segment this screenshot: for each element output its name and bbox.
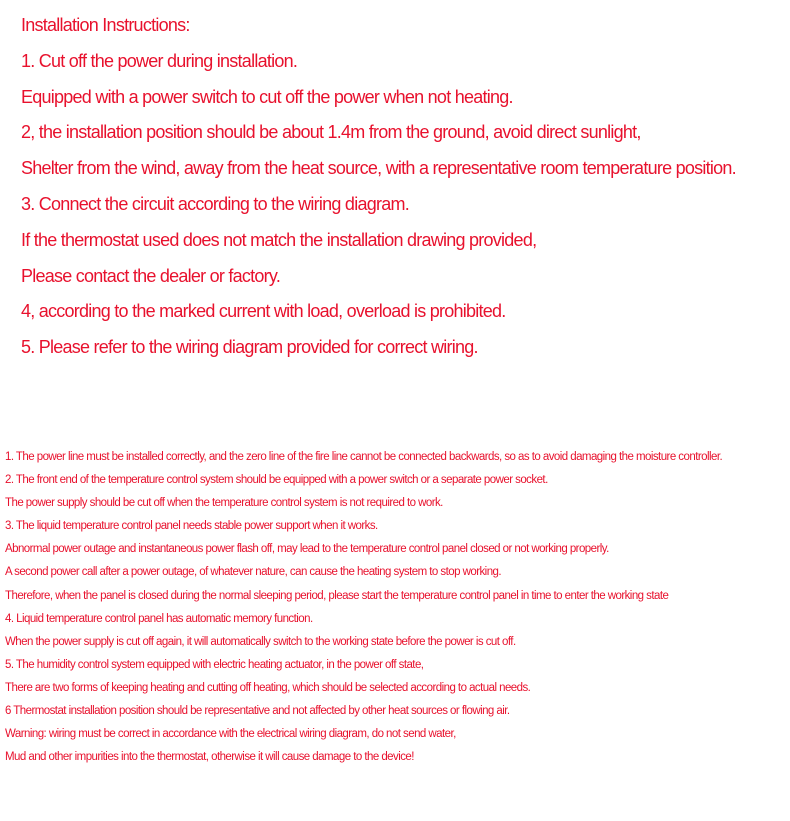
note-line: The power supply should be cut off when the temperature control system is not required to work. — [5, 497, 443, 510]
note-line: A second power call after a power outage, of whatever nature, can cause the heating system to stop working. — [5, 566, 502, 579]
installation-step-2-detail: Shelter from the wind, away from the heat source, with a representative room temperature position. — [21, 158, 736, 179]
installation-step-3-detail-a: If the thermostat used does not match the installation drawing provided, — [21, 229, 537, 250]
installation-step-3-detail-b: Please contact the dealer or factory. — [21, 265, 281, 286]
warning-line: Warning: wiring must be correct in accordance with the electrical wiring diagram, do not send water, — [5, 728, 456, 741]
note-line: There are two forms of keeping heating and cutting off heating, which should be selected according to actual needs. — [5, 681, 531, 694]
installation-step-3: 3. Connect the circuit according to the wiring diagram. — [21, 193, 409, 214]
note-line: 4. Liquid temperature control panel has automatic memory function. — [5, 612, 313, 625]
note-line: 1. The power line must be installed correctly, and the zero line of the fire line cannot be connected backwards, so as to avoid damaging the moisture controller. — [5, 451, 723, 463]
warning-line: Mud and other impurities into the thermostat, otherwise it will cause damage to the device! — [5, 751, 414, 764]
installation-step-1: 1. Cut off the power during installation. — [21, 50, 298, 71]
installation-step-2: 2, the installation position should be about 1.4m from the ground, avoid direct sunlight, — [21, 122, 641, 143]
installation-instructions — [21, 0, 786, 358]
note-line: 5. The humidity control system equipped with electric heating actuator, in the power off state, — [5, 658, 424, 671]
note-line: 6 Thermostat installation position should be representative and not affected by other heat sources or flowing air. — [5, 705, 510, 718]
installation-step-1-detail: Equipped with a power switch to cut off the power when not heating. — [21, 86, 513, 107]
installation-heading: Installation Instructions: — [21, 15, 190, 35]
installation-step-4: 4, according to the marked current with load, overload is prohibited. — [21, 301, 506, 322]
note-line: Therefore, when the panel is closed during the normal sleeping period, please start the temperature control panel in time to enter the working state — [5, 589, 669, 602]
note-line: 2. The front end of the temperature control system should be equipped with a power switch or a separate power socket. — [5, 474, 548, 487]
note-line: Abnormal power outage and instantaneous power flash off, may lead to the temperature control panel closed or not working properly. — [5, 543, 609, 556]
note-line: When the power supply is cut off again, it will automatically switch to the working state before the power is cut off. — [5, 635, 516, 648]
note-line: 3. The liquid temperature control panel needs stable power support when it works. — [5, 520, 378, 533]
usage-notes — [5, 446, 789, 769]
installation-step-5: 5. Please refer to the wiring diagram provided for correct wiring. — [21, 337, 478, 358]
